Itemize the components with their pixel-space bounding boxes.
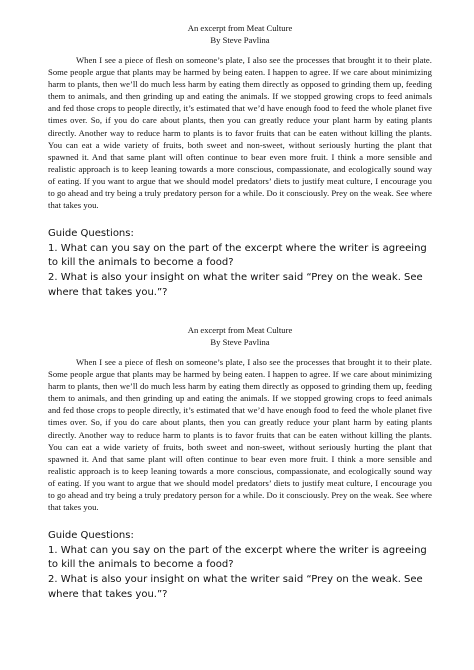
guide-questions-title: Guide Questions:: [48, 228, 134, 240]
excerpt-section-2: [48, 324, 432, 602]
excerpt-title: An excerpt from Meat Culture: [187, 23, 293, 33]
guide-question-2: 2. What is also your insight on what the writer said “Prey on the weak. See where that takes you.”?: [48, 574, 423, 600]
guide-question-1: 1. What can you say on the part of the excerpt where the writer is agreeing to kill the animals to become a food?: [48, 544, 427, 571]
excerpt-body: When I see a piece of flesh on someone’s plate, I also see the processes that brought it to their plate. Some people argue that plants may be harmed by being eaten. I happen to agree. If we care about minimizing harm to plants, then we’ll do much less harm by eating them directly as opposed to grinding them up, feeding them to animals, and then grinding up and eating the animals. If we stopped growing crops to feed animals and fed those crops to people directly, it’s estimated that we’d have enough food to feed the whole planet five times over. So, if you do care about plants, then you can greatly reduce your plant harm by eating plants directly. Another way to reduce harm to plants is to favor fruits that can be eaten without killing the plants. You can eat a wide variety of fruits, both sweet and non-sweet, without seriously hurting the plant that spawned it. And that same plant will often continue to bear even more fruit. I think a more sensible and realistic approach is to keep leaning towards a more conscious, compassionate, and ecologically sound way of eating. If you want to argue that we should model predators’ diets to justify meat culture, I encourage you to go ahead and try being a truly predatory person for a while. Do it consciously. Prey on the weak. See where that takes you.: [48, 55, 432, 211]
guide-question-2: 2. What is also your insight on what the writer said “Prey on the weak. See where that takes you.”?: [48, 272, 423, 298]
guide-questions-title: Guide Questions:: [48, 530, 134, 542]
excerpt-author: By Steve Pavlina: [210, 337, 270, 347]
excerpt-body: When I see a piece of flesh on someone’s plate, I also see the processes that brought it to their plate. Some people argue that plants may be harmed by being eaten. I happen to agree. If we care about minimizing harm to plants, then we’ll do much less harm by eating them directly as opposed to grinding them up, feeding them to animals, and then grinding up and eating the animals. If we stopped growing crops to feed animals and fed those crops to people directly, it’s estimated that we’d have enough food to feed the whole planet five times over. So, if you do care about plants, then you can greatly reduce your plant harm by eating plants directly. Another way to reduce harm to plants is to favor fruits that can be eaten without killing the plants. You can eat a wide variety of fruits, both sweet and non-sweet, without seriously hurting the plant that spawned it. And that same plant will often continue to bear even more fruit. I think a more sensible and realistic approach is to keep leaning towards a more conscious, compassionate, and ecologically sound way of eating. If you want to argue that we should model predators’ diets to justify meat culture, I encourage you to go ahead and try being a truly predatory person for a while. Do it consciously. Prey on the weak. See where that takes you.: [48, 357, 432, 513]
excerpt-section-1: [48, 22, 432, 300]
excerpt-author: By Steve Pavlina: [210, 35, 270, 45]
excerpt-title: An excerpt from Meat Culture: [187, 325, 293, 335]
guide-question-1: 1. What can you say on the part of the excerpt where the writer is agreeing to kill the animals to become a food?: [48, 242, 427, 269]
